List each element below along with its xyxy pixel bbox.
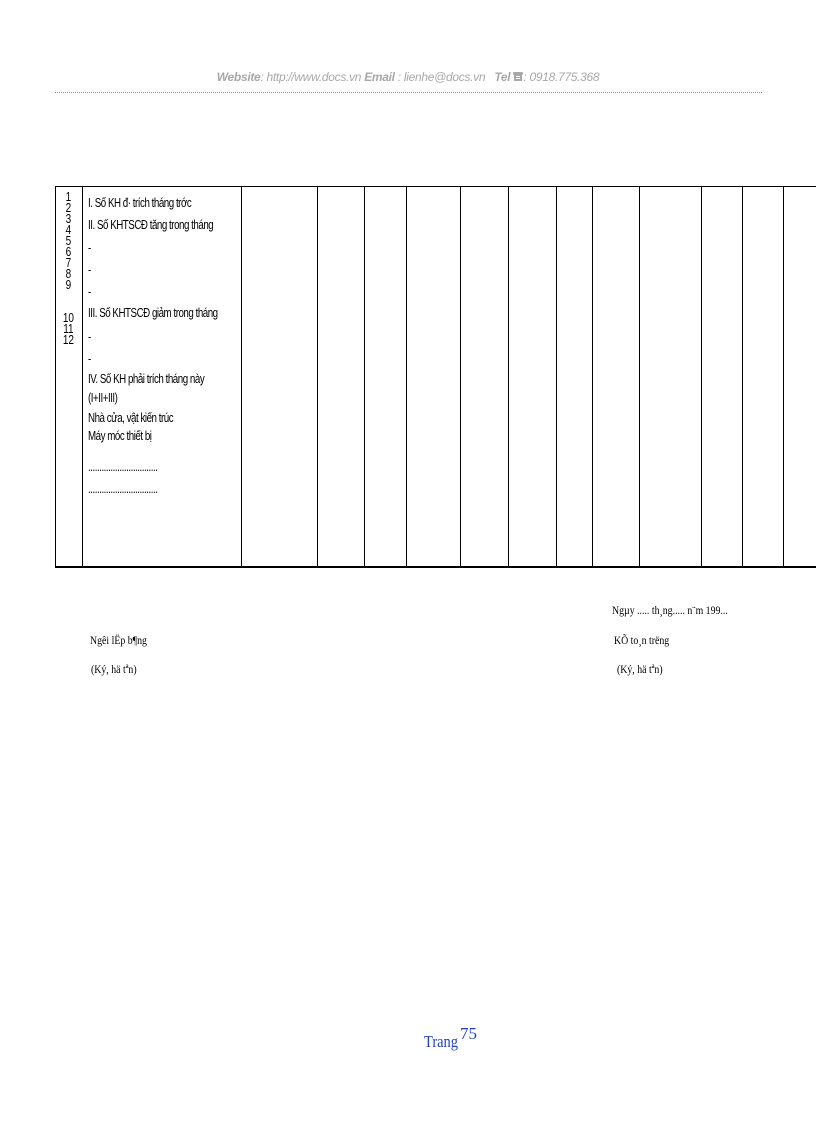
table-col-line (82, 186, 83, 568)
row-number: 8 (65, 267, 72, 281)
chief-accountant-note: (Ký, hä tªn) (617, 662, 663, 676)
page-number (424, 1024, 477, 1052)
page-label: Trang (424, 1032, 458, 1051)
row-text: ............................... (88, 482, 158, 496)
chief-accountant-title: KÕ to¸n trëng (614, 633, 670, 647)
row-text: - (88, 352, 91, 366)
table-col-line (701, 186, 702, 568)
preparer-title: Ngêi lËp b¶ng (90, 633, 147, 647)
row-number: 6 (65, 245, 72, 259)
tel-label: Tel (494, 70, 511, 84)
page-header (0, 70, 816, 84)
table-col-line (55, 186, 56, 568)
row-text: ............................... (88, 460, 158, 474)
row-text: Nhà cửa, vật kiến trúc (88, 411, 174, 425)
table-col-line (317, 186, 318, 568)
row-text: IV. Số KH phải trích tháng này (88, 372, 205, 386)
row-number-column (62, 192, 75, 346)
row-number: 3 (65, 212, 72, 226)
table-col-line (742, 186, 743, 568)
table-col-line (639, 186, 640, 568)
row-number: 11 (63, 322, 74, 336)
row-number: 4 (65, 223, 72, 237)
row-number: 10 (62, 311, 74, 325)
phone-icon (513, 72, 523, 82)
row-text: - (88, 263, 91, 277)
row-number: 12 (62, 333, 74, 347)
page-number-value: 75 (460, 1024, 477, 1043)
table-col-line (592, 186, 593, 568)
row-number: 7 (65, 256, 72, 270)
row-text: - (88, 285, 91, 299)
table-col-line (406, 186, 407, 568)
row-text: II. Số KHTSCĐ tăng trong tháng (88, 218, 214, 232)
row-text: - (88, 330, 91, 344)
table-col-line (508, 186, 509, 568)
table-col-line (364, 186, 365, 568)
row-text: III. Số KHTSCĐ giảm trong tháng (88, 306, 218, 320)
row-number: 9 (65, 278, 72, 292)
row-text: (I+II+III) (88, 391, 118, 405)
row-number: 5 (65, 234, 72, 248)
preparer-note: (Ký, hä tªn) (91, 662, 137, 676)
website-url: : http://www.docs.vn (260, 70, 362, 84)
row-text: Máy móc thiết bị (88, 429, 152, 443)
row-number: 2 (65, 201, 72, 215)
table-col-line (241, 186, 242, 568)
website-label: Website (216, 70, 261, 84)
tel-value: : 0918.775.368 (523, 70, 600, 84)
table-col-line (556, 186, 557, 568)
row-text: I. Số KH đ· trích tháng trớc (88, 196, 192, 210)
table-col-line (460, 186, 461, 568)
header-divider (55, 92, 762, 93)
email-label: Email (364, 70, 395, 84)
row-number: 1 (65, 190, 72, 204)
row-number (62, 291, 75, 313)
email-value: : lienhe@docs.vn (397, 70, 486, 84)
row-text: - (88, 241, 91, 255)
table-col-line (783, 186, 784, 568)
date-line: Ngµy ..... th¸ng..... n¨m 199... (612, 603, 728, 617)
